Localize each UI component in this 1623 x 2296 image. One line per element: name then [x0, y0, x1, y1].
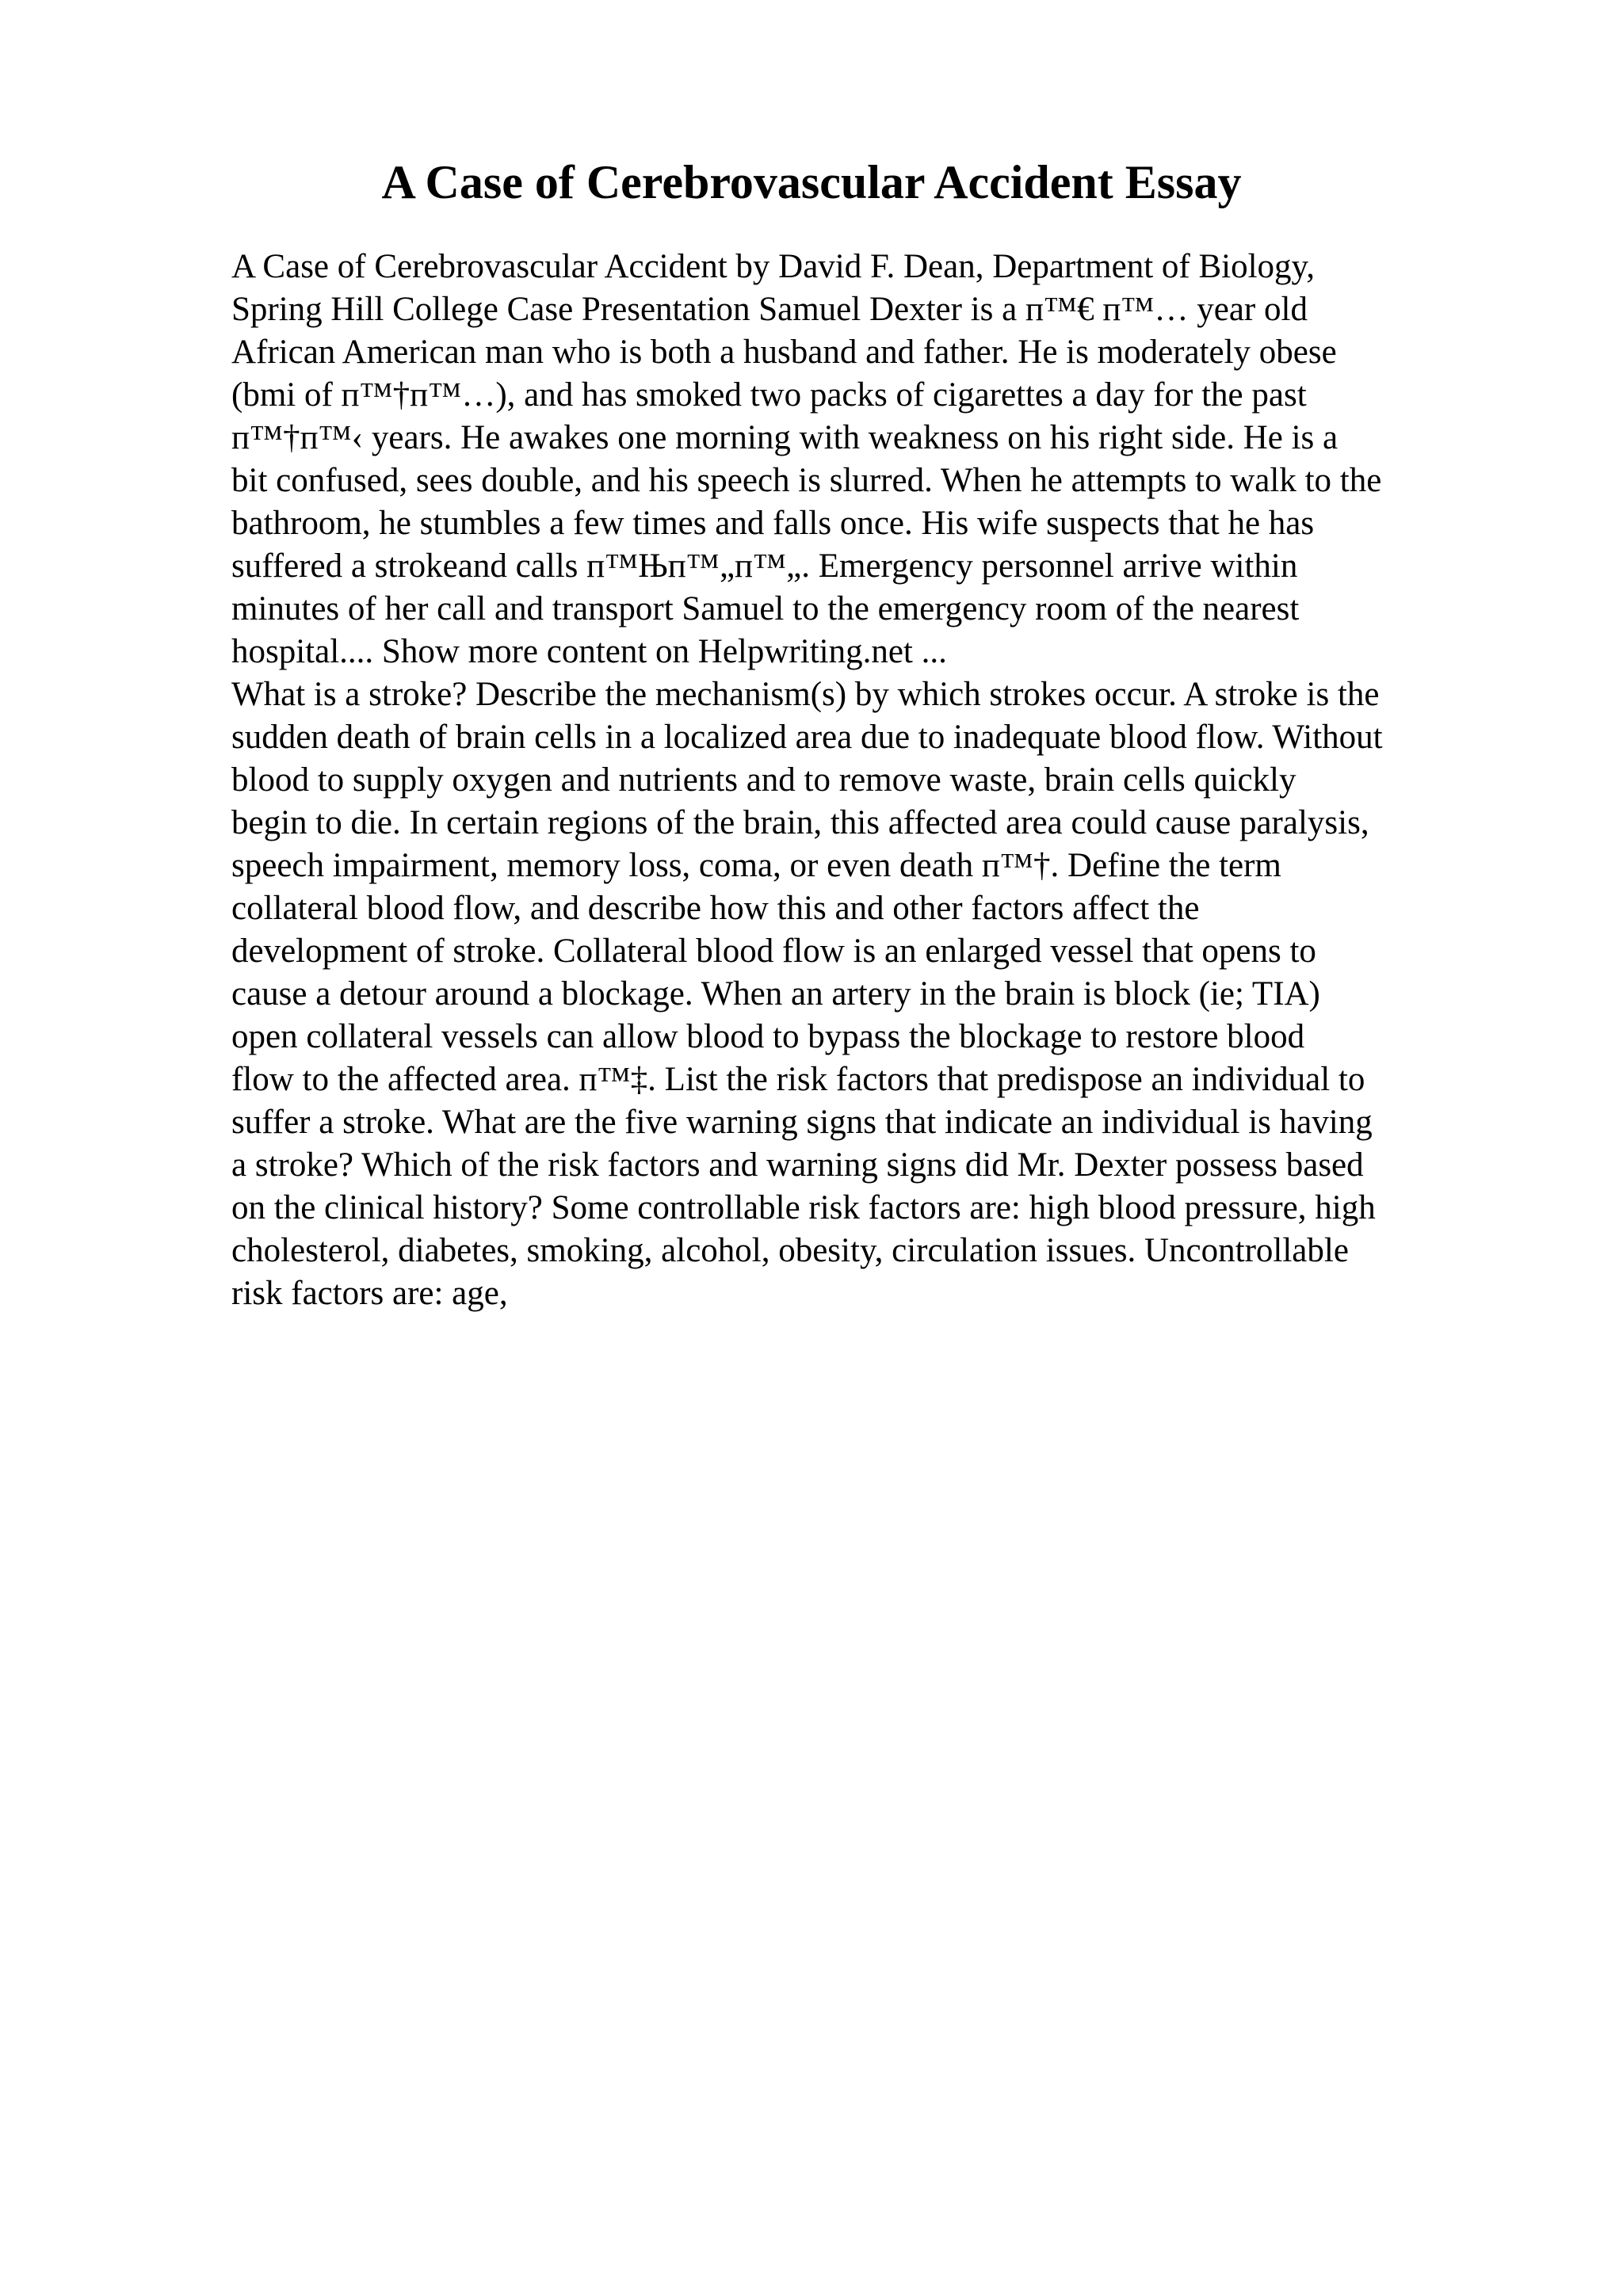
- body-line: A Case of Cerebrovascular Accident by David F. Dean, Department of Biology,: [231, 248, 1316, 285]
- body-line: suffer a stroke. What are the five warning signs that indicate an individual is having: [231, 1104, 1373, 1141]
- body-line: What is a stroke? Describe the mechanism(s) by which strokes occur. A stroke is the: [231, 676, 1380, 713]
- body-line: a stroke? Which of the risk factors and warning signs did Mr. Dexter possess based: [231, 1146, 1364, 1184]
- body-line: (bmi of п™†п™…), and has smoked two packs of cigarettes a day for the past: [231, 376, 1307, 414]
- body-line: development of stroke. Collateral blood flow is an enlarged vessel that opens to: [231, 933, 1316, 970]
- body-line: bathroom, he stumbles a few times and falls once. His wife suspects that he has: [231, 505, 1315, 542]
- body-line: bit confused, sees double, and his speech is slurred. When he attempts to walk to the: [231, 462, 1382, 499]
- body-line: begin to die. In certain regions of the brain, this affected area could cause paralysis,: [231, 804, 1369, 841]
- document-body: [231, 246, 1499, 1315]
- body-line: cholesterol, diabetes, smoking, alcohol, obesity, circulation issues. Uncontrollable: [231, 1232, 1349, 1269]
- body-line: sudden death of brain cells in a localized area due to inadequate blood flow. Without: [231, 719, 1383, 756]
- body-line: flow to the affected area. п™‡. List the risk factors that predispose an individual to: [231, 1061, 1365, 1098]
- body-line: blood to supply oxygen and nutrients and to remove waste, brain cells quickly: [231, 761, 1296, 799]
- body-line: cause a detour around a blockage. When an artery in the brain is block (ie; TIA): [231, 975, 1320, 1013]
- body-line: on the clinical history? Some controllable risk factors are: high blood pressure, high: [231, 1189, 1376, 1226]
- body-line: hospital.... Show more content on Helpwriting.net ...: [231, 633, 947, 670]
- body-line: collateral blood flow, and describe how this and other factors affect the: [231, 890, 1200, 927]
- body-line: п™†п™‹ years. He awakes one morning with weakness on his right side. He is a: [231, 419, 1338, 456]
- body-line: speech impairment, memory loss, coma, or even death п™†. Define the term: [231, 847, 1281, 884]
- body-line: Spring Hill College Case Presentation Samuel Dexter is a п™€ п™… year old: [231, 291, 1308, 328]
- body-line: minutes of her call and transport Samuel to the emergency room of the nearest: [231, 590, 1300, 627]
- body-line: African American man who is both a husband and father. He is moderately obese: [231, 334, 1337, 371]
- body-line: open collateral vessels can allow blood to bypass the blockage to restore blood: [231, 1018, 1305, 1055]
- body-line: risk factors are: age,: [231, 1275, 508, 1312]
- document-title: A Case of Cerebrovascular Accident Essay: [381, 156, 1242, 208]
- body-line: suffered a strokeand calls п™Њп™„п™„. Emergency personnel arrive within: [231, 547, 1298, 585]
